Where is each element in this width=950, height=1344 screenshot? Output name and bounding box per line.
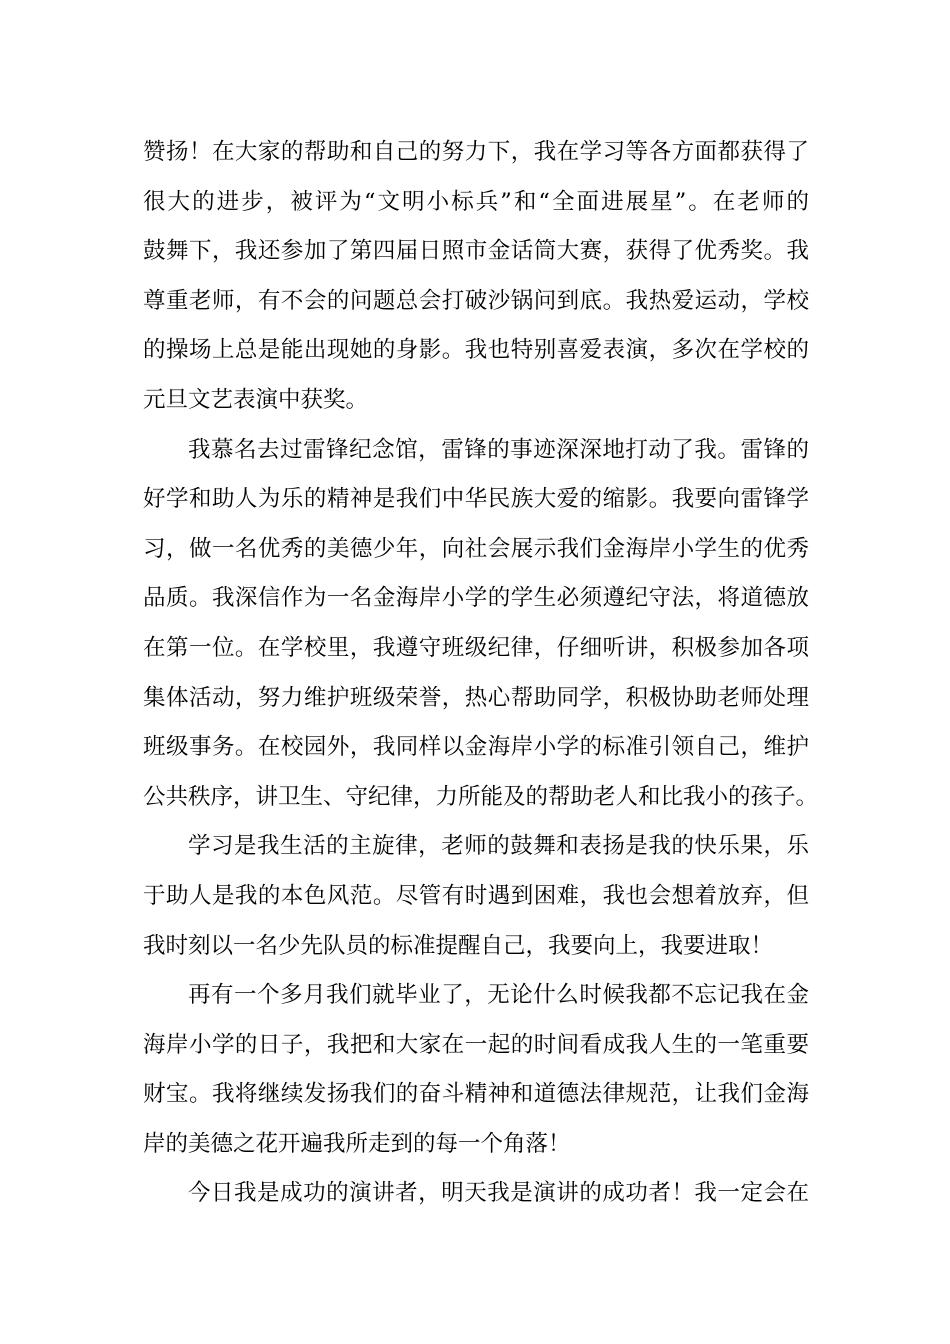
text-line: 岸的美德之花开遍我所走到的每一个角落！	[143, 1130, 571, 1157]
text-line: 财宝。我将继续发扬我们的奋斗精神和道德法律规范，让我们金海	[143, 1081, 809, 1108]
text-line: 海岸小学的日子，我把和大家在一起的时间看成我人生的一笔重要	[143, 1031, 809, 1058]
paragraph-first-line: 今日我是成功的演讲者，明天我是演讲的成功者！我一定会在	[188, 1180, 809, 1207]
document-body	[143, 128, 819, 1219]
paragraph-first-line: 我慕名去过雷锋纪念馆，雷锋的事迹深深地打动了我。雷锋的	[188, 436, 809, 463]
text-line: 尊重老师，有不会的问题总会打破沙锅问到底。我热爱运动，学校	[143, 287, 809, 314]
paragraph-first-line: 再有一个多月我们就毕业了，无论什么时候我都不忘记我在金	[188, 982, 809, 1009]
text-line: 赞扬！在大家的帮助和自己的努力下，我在学习等各方面都获得了	[143, 139, 809, 165]
text-line: 集体活动，努力维护班级荣誉，热心帮助同学，积极协助老师处理	[143, 684, 809, 711]
text-line: 班级事务。在校园外，我同样以金海岸小学的标准引领自己，维护	[143, 734, 809, 761]
text-line: 好学和助人为乐的精神是我们中华民族大爱的缩影。我要向雷锋学	[143, 486, 809, 513]
text-line: 于助人是我的本色风范。尽管有时遇到困难，我也会想着放弃，但	[143, 882, 809, 909]
text-line: 鼓舞下，我还参加了第四届日照市金话筒大赛，获得了优秀奖。我	[143, 238, 809, 265]
text-line: 元旦文艺表演中获奖。	[143, 386, 369, 413]
text-line: 很大的进步，被评为“文明小标兵”和“全面进展星”。在老师的	[143, 188, 809, 215]
text-line: 我时刻以一名少先队员的标准提醒自己，我要向上，我要进取！	[143, 932, 774, 959]
paragraph-first-line: 学习是我生活的主旋律，老师的鼓舞和表扬是我的快乐果，乐	[188, 833, 809, 860]
text-line: 的操场上总是能出现她的身影。我也特别喜爱表演，多次在学校的	[143, 337, 809, 364]
text-line: 品质。我深信作为一名金海岸小学的学生必须遵纪守法，将道德放	[143, 585, 809, 612]
text-line: 习，做一名优秀的美德少年，向社会展示我们金海岸小学生的优秀	[143, 535, 809, 562]
text-line: 在第一位。在学校里，我遵守班级纪律，仔细听讲，积极参加各项	[143, 634, 809, 661]
text-line: 公共秩序，讲卫生、守纪律，力所能及的帮助老人和比我小的孩子。	[143, 783, 819, 810]
